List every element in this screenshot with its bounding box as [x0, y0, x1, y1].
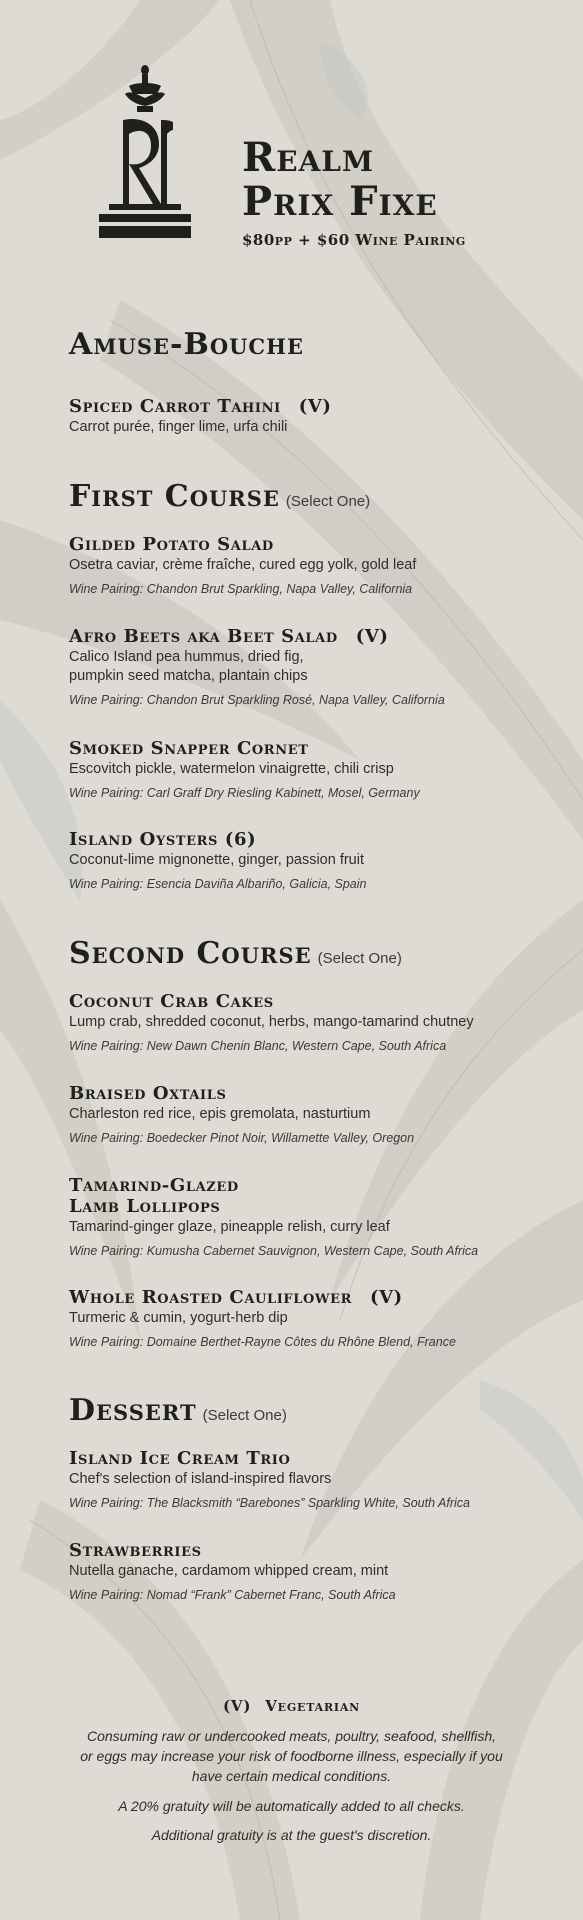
menu-item-island-ice-cream-trio	[69, 1448, 539, 1511]
item-description: Turmeric & cumin, yogurt-herb dip	[69, 1310, 288, 1326]
menu-title-line1: Realm	[242, 134, 374, 181]
menu-price: $80pp + $60 Wine Pairing	[242, 231, 466, 249]
menu-item-whole-roasted-cauliflower	[69, 1287, 539, 1350]
vegetarian-tag: (V)	[355, 626, 389, 647]
item-name: Coconut Crab Cakes	[69, 991, 274, 1012]
item-wine-pairing: Wine Pairing: New Dawn Chenin Blanc, Western Cape, South Africa	[69, 1039, 447, 1053]
item-name-line1: Tamarind-Glazed	[69, 1175, 239, 1196]
item-description: Charleston red rice, epis gremolata, nasturtium	[69, 1106, 371, 1122]
menu-item-strawberries	[69, 1540, 539, 1603]
item-description: Osetra caviar, crème fraîche, cured egg yolk, gold leaf	[69, 557, 417, 573]
item-name-text: Afro Beets aka Beet Salad	[69, 626, 338, 647]
section-title-first-course	[69, 480, 370, 519]
item-wine-pairing: Wine Pairing: Chandon Brut Sparkling, Napa Valley, California	[69, 582, 413, 596]
item-wine-pairing: Wine Pairing: Nomad “Frank” Cabernet Franc, South Africa	[69, 1588, 396, 1602]
vegetarian-symbol: (V)	[222, 1697, 252, 1715]
section-note: (Select One)	[202, 1407, 287, 1424]
menu-item-lamb-lollipops	[69, 1175, 539, 1259]
additional-gratuity-notice: Additional gratuity is at the guest's discretion.	[151, 1827, 432, 1843]
item-name: Island Ice Cream Trio	[69, 1448, 291, 1469]
item-name: Smoked Snapper Cornet	[69, 738, 309, 759]
item-wine-pairing: Wine Pairing: Esencia Daviña Albariño, Galicia, Spain	[69, 877, 367, 891]
section-title-text: Second Course	[69, 936, 312, 971]
menu-title-line2: Prix Fixe	[242, 178, 438, 225]
item-description: Escovitch pickle, watermelon vinaigrette, chili crisp	[69, 761, 394, 777]
section-title-text: Amuse-Bouche	[69, 327, 304, 362]
item-name-text: Spiced Carrot Tahini	[69, 396, 281, 417]
menu-item-braised-oxtails	[69, 1083, 539, 1146]
item-name	[69, 1175, 539, 1217]
menu-item-island-oysters	[69, 829, 539, 892]
item-wine-pairing: Wine Pairing: Domaine Berthet-Rayne Côtes du Rhône Blend, France	[69, 1335, 456, 1349]
item-description: Tamarind-ginger glaze, pineapple relish, curry leaf	[69, 1219, 390, 1235]
menu-item-smoked-snapper-cornet	[69, 738, 539, 801]
item-description	[69, 648, 539, 686]
menu-item-spiced-carrot-tahini	[69, 396, 539, 437]
item-description: Nutella ganache, cardamom whipped cream, mint	[69, 1563, 389, 1579]
menu-item-gilded-potato-salad	[69, 534, 539, 597]
vegetarian-legend	[0, 1697, 583, 1715]
item-wine-pairing: Wine Pairing: The Blacksmith “Barebones” Sparkling White, South Africa	[69, 1496, 470, 1510]
menu-item-coconut-crab-cakes	[69, 991, 539, 1054]
vegetarian-label: Vegetarian	[265, 1697, 361, 1715]
gratuity-notice: A 20% gratuity will be automatically added to all checks.	[118, 1798, 465, 1814]
item-description: Lump crab, shredded coconut, herbs, mango-tamarind chutney	[69, 1014, 474, 1030]
item-name: Gilded Potato Salad	[69, 534, 274, 555]
menu-item-afro-beets	[69, 626, 539, 708]
item-wine-pairing: Wine Pairing: Kumusha Cabernet Sauvignon, Western Cape, South Africa	[69, 1244, 479, 1258]
section-title-amuse-bouche	[69, 328, 304, 362]
item-wine-pairing: Wine Pairing: Carl Graff Dry Riesling Kabinett, Mosel, Germany	[69, 786, 420, 800]
item-name	[69, 626, 539, 647]
crown-rr-monogram-icon	[99, 64, 191, 240]
section-title-text: First Course	[69, 479, 280, 514]
item-name-line2: Lamb Lollipops	[69, 1196, 221, 1217]
item-name-text: Whole Roasted Cauliflower	[69, 1287, 352, 1308]
section-title-dessert	[69, 1394, 287, 1433]
vegetarian-tag: (V)	[298, 396, 332, 417]
menu-title	[242, 136, 438, 224]
section-title-second-course	[69, 937, 402, 976]
item-description: Carrot purée, finger lime, urfa chili	[69, 419, 288, 435]
item-wine-pairing: Wine Pairing: Chandon Brut Sparkling Rosé, Napa Valley, California	[69, 693, 445, 707]
item-name: Strawberries	[69, 1540, 202, 1561]
item-description-line1: Calico Island pea hummus, dried fig,	[69, 649, 304, 665]
item-wine-pairing: Wine Pairing: Boedecker Pinot Noir, Willamette Valley, Oregon	[69, 1131, 415, 1145]
item-name	[69, 396, 539, 417]
item-name	[69, 1287, 539, 1308]
section-note: (Select One)	[317, 950, 402, 967]
item-description: Chef's selection of island-inspired flavors	[69, 1471, 332, 1487]
section-note: (Select One)	[285, 493, 371, 510]
item-name: Braised Oxtails	[69, 1083, 227, 1104]
item-description-line2: pumpkin seed matcha, plantain chips	[69, 668, 308, 684]
vegetarian-tag: (V)	[370, 1287, 403, 1308]
item-description: Coconut-lime mignonette, ginger, passion fruit	[69, 852, 364, 868]
section-title-text: Dessert	[69, 1393, 197, 1428]
item-name: Island Oysters (6)	[69, 829, 257, 850]
food-safety-disclaimer: Consuming raw or undercooked meats, poultry, seafood, shellfish, or eggs may increase your risk of foodborne illness, especially if you have certain medical conditions.	[80, 1728, 503, 1784]
